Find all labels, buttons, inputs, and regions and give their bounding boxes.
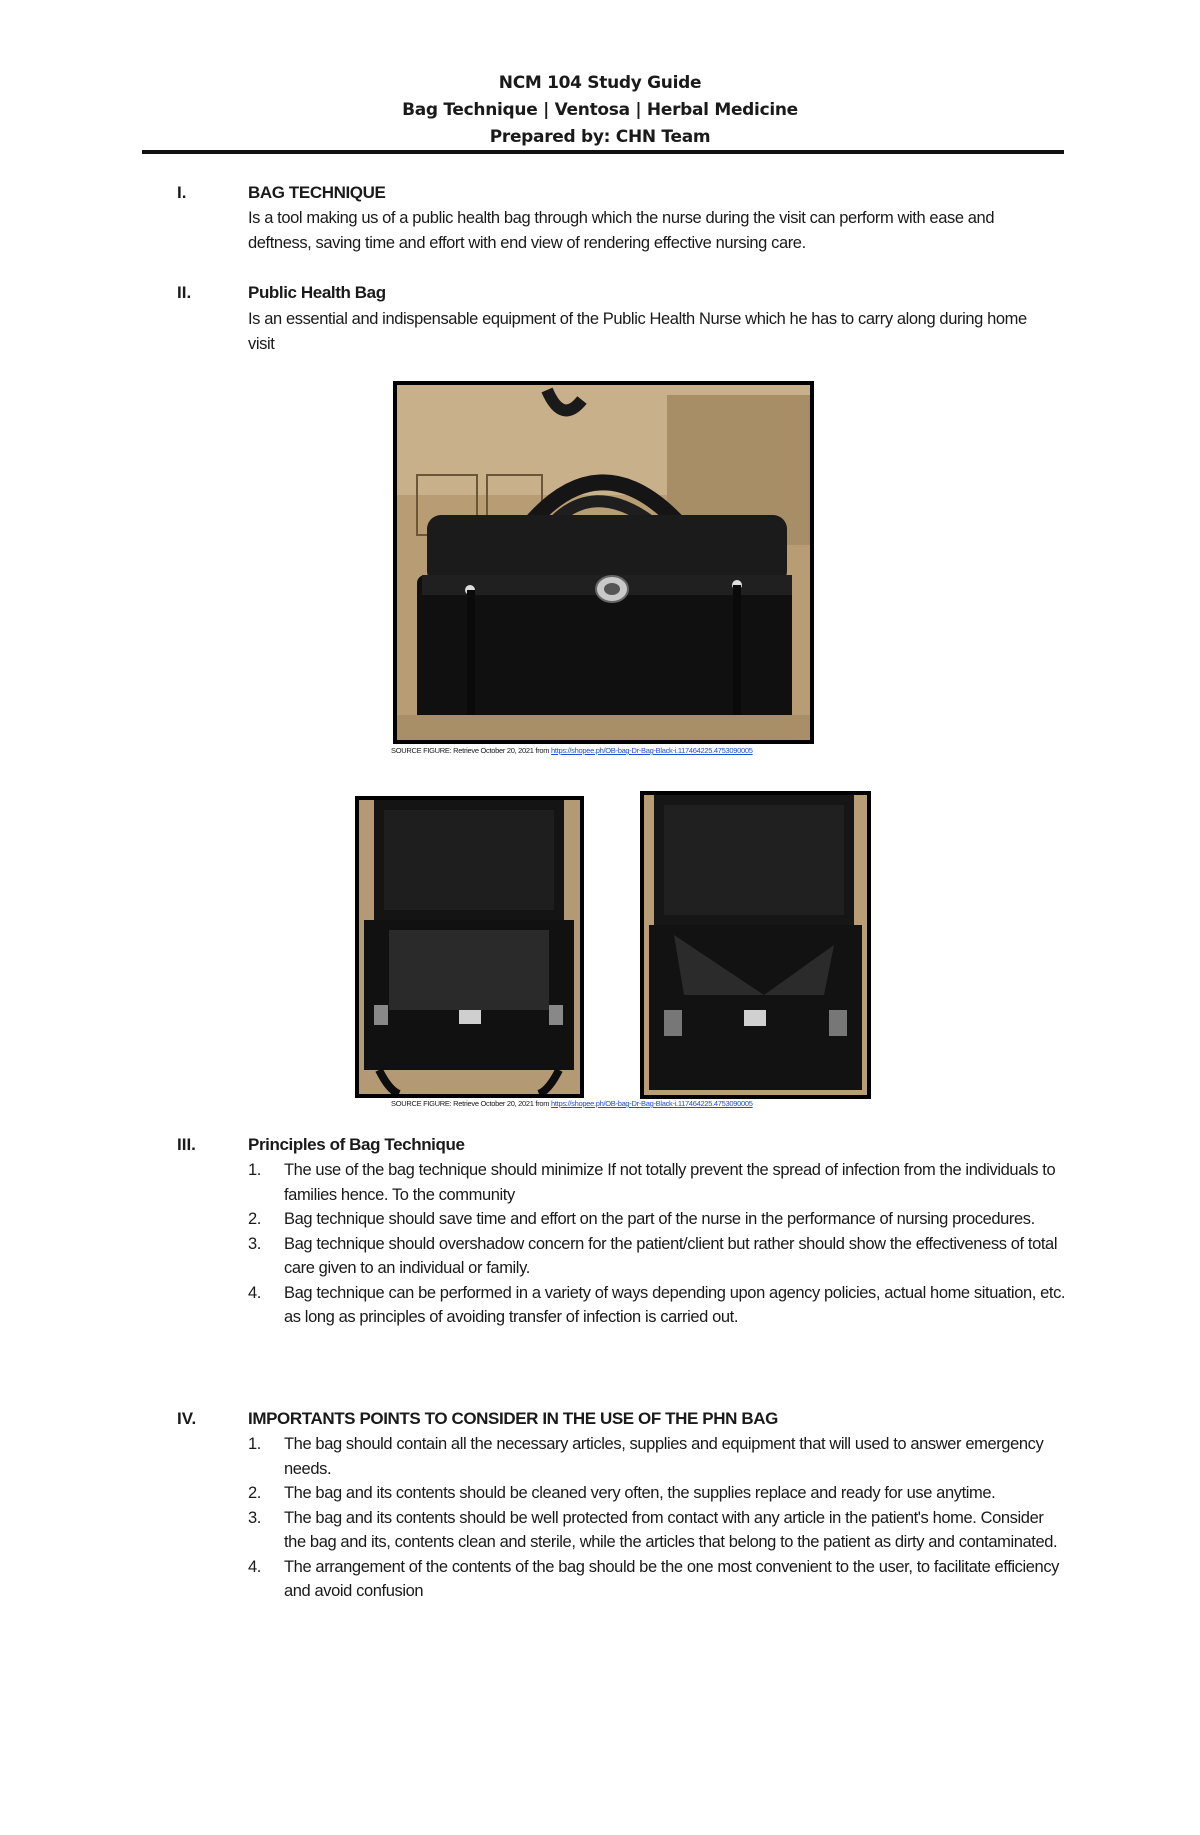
section-2-title: Public Health Bag bbox=[248, 283, 386, 302]
header-divider bbox=[142, 150, 1064, 154]
section-3-number: III. bbox=[177, 1135, 196, 1154]
list-item-text: The arrangement of the contents of the bag should be the one most convenient to the user, to facilitate efficiency and avoid confusion bbox=[284, 1557, 1060, 1600]
section-4-list bbox=[248, 1432, 1068, 1604]
list-item-text: The bag should contain all the necessary articles, supplies and equipment that will used to answer emergency needs. bbox=[284, 1435, 1044, 1478]
open-bag-right-image bbox=[644, 795, 867, 1095]
list-item bbox=[248, 1432, 1068, 1481]
section-1-number: I. bbox=[177, 183, 187, 202]
open-bag-photo-left bbox=[355, 796, 584, 1098]
list-item-text: Bag technique can be performed in a variety of ways depending upon agency policies, actual home situation, etc. as long as principles of avoiding transfer of infection is carried out. bbox=[284, 1283, 1066, 1326]
list-item-number: 3. bbox=[248, 1508, 261, 1527]
list-item-number: 2. bbox=[248, 1210, 261, 1228]
figure-1-source-link[interactable]: https://shopee.ph/OB-bag-Dr-Bag-Black-i.117464225.4753090005 bbox=[551, 746, 753, 755]
list-item bbox=[248, 1158, 1068, 1207]
list-item-text: The bag and its contents should be well protected from contact with any article in the patient's home. Consider the bag and its, contents clean and sterile, while the articles that belong to the patient as dirty and contaminated. bbox=[284, 1508, 1058, 1551]
list-item bbox=[248, 1481, 1068, 1506]
list-item-number: 3. bbox=[248, 1234, 261, 1253]
section-3-title: Principles of Bag Technique bbox=[248, 1135, 465, 1154]
figure-2-caption bbox=[391, 1099, 753, 1108]
open-bag-left-image bbox=[359, 800, 580, 1094]
figure-2-source-link[interactable]: https://shopee.ph/OB-bag-Dr-Bag-Black-i.117464225.4753090005 bbox=[551, 1099, 753, 1108]
list-item-text: Bag technique should save time and effort on the part of the nurse in the performance of nursing procedures. bbox=[284, 1210, 1035, 1228]
section-1-text: Is a tool making us of a public health bag through which the nurse during the visit can perform with ease and deftness, saving time and effort with end view of rendering effective nursing care. bbox=[248, 209, 995, 252]
section-4-title: IMPORTANTS POINTS TO CONSIDER IN THE USE OF THE PHN BAG bbox=[248, 1409, 778, 1428]
list-item-number: 2. bbox=[248, 1484, 261, 1502]
list-item bbox=[248, 1555, 1068, 1604]
list-item bbox=[248, 1506, 1068, 1555]
list-item bbox=[248, 1281, 1068, 1330]
doc-author: Prepared by: CHN Team bbox=[489, 127, 711, 147]
list-item-number: 1. bbox=[248, 1161, 261, 1179]
section-4-number: IV. bbox=[177, 1409, 197, 1428]
section-1-title: BAG TECHNIQUE bbox=[248, 183, 386, 202]
list-item-text: The use of the bag technique should minimize If not totally prevent the spread of infection from the individuals to families hence. To the community bbox=[284, 1161, 1056, 1204]
list-item-text: Bag technique should overshadow concern for the patient/client but rather should show the effectiveness of total care given to an individual or family. bbox=[284, 1234, 1058, 1277]
figure-2-caption-text: SOURCE FIGURE: Retrieve October 20, 2021 from bbox=[391, 1099, 550, 1108]
document-header bbox=[0, 70, 1200, 151]
doc-title: NCM 104 Study Guide bbox=[498, 73, 702, 93]
closed-bag-photo bbox=[393, 381, 814, 744]
open-bag-photo-right bbox=[640, 791, 871, 1099]
section-2-number: II. bbox=[177, 283, 192, 302]
figure-1-caption bbox=[391, 746, 753, 755]
figure-1-caption-text: SOURCE FIGURE: Retrieve October 20, 2021 from bbox=[391, 746, 550, 755]
list-item-number: 4. bbox=[248, 1557, 261, 1576]
list-item bbox=[248, 1232, 1068, 1281]
closed-bag-image bbox=[397, 385, 810, 740]
doc-subtitle: Bag Technique | Ventosa | Herbal Medicine bbox=[402, 100, 798, 120]
list-item bbox=[248, 1207, 1068, 1232]
section-2-text: Is an essential and indispensable equipment of the Public Health Nurse which he has to carry along during home visit bbox=[248, 310, 1027, 353]
section-3-list bbox=[248, 1158, 1068, 1330]
list-item-number: 4. bbox=[248, 1283, 261, 1302]
list-item-number: 1. bbox=[248, 1435, 261, 1453]
list-item-text: The bag and its contents should be cleaned very often, the supplies replace and ready for use anytime. bbox=[284, 1484, 996, 1502]
